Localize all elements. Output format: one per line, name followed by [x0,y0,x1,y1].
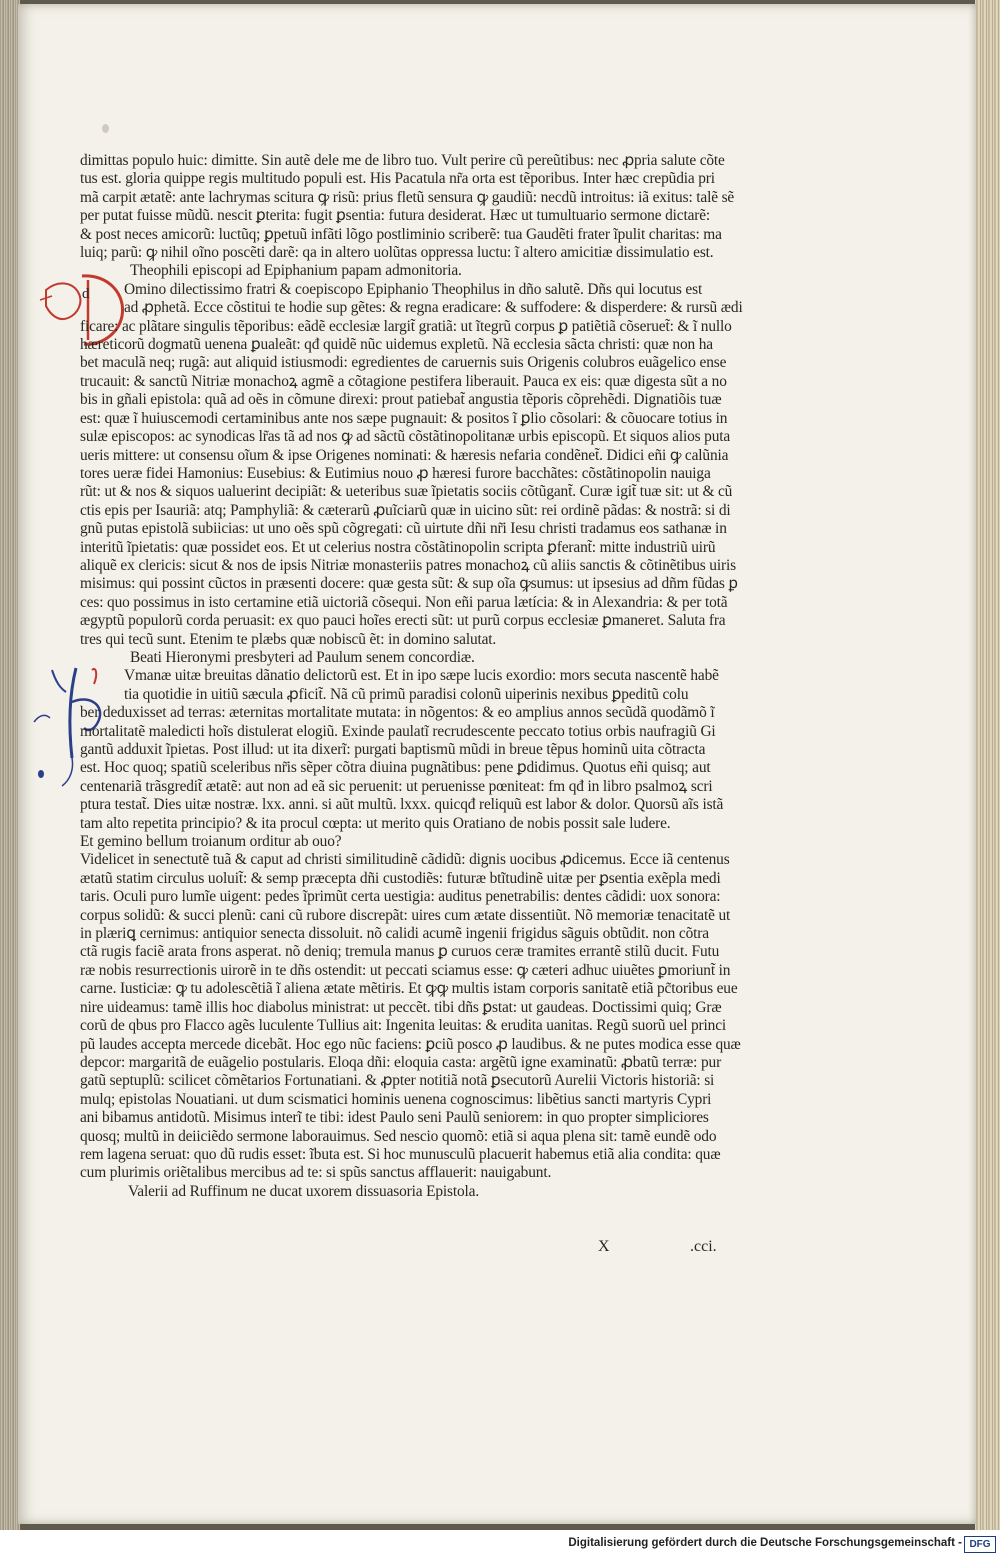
text-line: aliquẽ ex clericis: sicut & nos de ipsis Nitriæ monasteriis patres monachoꝝ cũ aliis sanctis & cõtinẽtibus uiris [80,556,736,574]
closing-title: Valerii ad Ruffinum ne ducat uxorem dissuasoria Epistola. [128,1182,480,1200]
text-line: interitũ ĩpietatis: quæ possidet eos. Et ut celerius nostra cõstãtinopolin scripta ꝑferant̃: mitte industriũ uirũ [80,538,716,556]
text-line: est. Hoc quoq; spatiũ sceleribus nr̃is sẽper cõtra diuina pugnãtibus: pene ꝑdidimus. Quotus eñi quisq; aut [80,759,711,777]
text-line: gnũ putas epistolã subiicias: ut uno oẽs spũ cõgregati: cũ uirtute dñi nr̃i Iesu christi tradamus eos sathanæ in [80,520,727,538]
text-line: tores ueræ fidei Hamonius: Eusebius: & Eutimius nouo ꝓ hæresi furore bacchãtes: cõstãtinopolin nauiga [80,464,711,482]
text-line: ctis epis per Isauriã: atq; Pamphyliã: & cæterarũ ꝓuĩciarũ quæ in uicino sũt: rei ordinẽ pãdas: & nostrã: si di [80,501,731,519]
section-heading-hieronymus: Beati Hieronymi presbyteri ad Paulum senem concordiæ. [130,648,475,666]
text-line: ctã rugis faciẽ arata frons asperat. nõ deniq; tremula manus ꝑ curuos ceræ tramites errantẽ stilũ ducit. Futu [80,943,720,961]
text-line: ces: quo possimus in isto certamine etiã uictoriã cõsequi. Non eñi parua lætícia: & in Alexandria: & per totã [80,593,728,611]
text-line: tia quotidie in uitiũ sæcula ꝓficit̃. Nã cũ primũ paradisi colonũ uiperinis nexibus ꝑpeditũ colu [124,685,689,703]
text-line: ætatũ statim circulus uoluit̃: & semp præcepta dñi custodiẽs: futuræ btĩtudinẽ uitæ per ꝑsentia exẽpla medi [80,869,721,887]
text-line: in plæriꝗ cernimus: antiquior senecta dissoluit. nõ calidi acumẽ ingenii frigidus sãguis obtũdit. non cõtra [80,925,709,943]
guide-letter: d [82,286,90,302]
text-line: bis in gñali epistola: quã ad oẽs in cõmune direxi: prout patiebat̃ angustia tẽporis cõprehẽdi. Dignatiõis tuæ [80,391,722,409]
footer-credit: Digitalisierung gefördert durch die Deutsche Forschungsgemeinschaft - [568,1537,962,1549]
signature-mark: X [598,1238,610,1255]
text-line: mulq; epistolas Nouatiani. ut dum scismatici hominis uenena cognoscimus: libẽtius sancti martyris Cypri [80,1090,712,1108]
folio-number: .cci. [690,1238,717,1255]
text-line: nire uideamus: tamẽ illis hoc diabolus ministrat: ut peccẽt. tibi dñs ꝑstat: ut gaudeas. Doctissimi quiq; Græ [80,998,722,1016]
text-line: sulæ episcopos: ac synodicas lr̃as tã ad nos ꝙ ad sãctũ cõstãtinopolitanæ urbis episcopũ. Et siquos alios puta [80,428,731,446]
text-line: bet maculã neq; rugã: aut aliquid istiusmodi: egredientes de caruernis suis Origenis colubros euãgelico ense [80,354,727,372]
text-line: rem lagena seruat: quo dũ rudis esset: ĩbuta est. Si hoc munusculũ placuerit habemus etiã alia condita: quæ [80,1145,721,1163]
text-line: Omino dilectissimo fratri & coepiscopo Epiphanio Theophilus in dño salutẽ. Dñs qui locutus est [124,280,703,298]
text-line: ficare: ac plãtare singulis tẽporibus: eãdẽ ecclesiæ largit̃ gratiã: ut ĩtegrũ corpus ꝑ patiẽtiã cõseruet̃: & ĩ nullo [80,317,732,335]
text-line: ueris mittere: ut consensu oĩum & ipse Origenes nominati: & hæresis nefaria condẽnet̃. Didici eñi ꝙ calũnia [80,446,729,464]
text-line: tam alto repetita principio? & ita procul cœpta: ut merito quis Oratiano de nobis possit sale ludere. [80,814,671,832]
footer-bar [0,1530,1000,1558]
text-line: est: quæ ĩ huiuscemodi certaminibus ante nos sæpe pugnauit: & positos ĩ ꝑlio cõsolari: & cõuocare totius in [80,409,728,427]
text-line: misimus: qui possint cũctos in præsenti docere: quæ gesta sũt: & sup oĩa ꝙsumus: ut ipsesius ad dñm fũdas ꝑ [80,575,738,593]
text-line: quosq; multũ in deiiciẽdo sermone laborauimus. Sed nescio quomõ: etiã si aqua plena sit: tamẽ eundẽ odo [80,1127,717,1145]
text-line: trucauit: & sanctũ Nitriæ monachoꝝ agmẽ a cõtagione pestifera liberauit. Pauca ex eis: quæ digesta sũt a no [80,372,727,390]
text-line: ad ꝓphetã. Ecce cõstitui te hodie sup gẽtes: & regna eradicare: & suffodere: & disperdere: & rursũ ædi [124,299,743,317]
text-line: dimittas populo huic: dimitte. Sin autẽ dele me de libro tuo. Vult perire cũ pereũtibus: nec ꝓpria salute cõte [80,152,725,169]
text-line: ber deduxisset ad terras: æternitas mortalitate mutata: in nõgentos: & eo amplius annos secũdã quodãmõ ĩ [80,704,715,722]
text-line: ægyptũ populorũ corda peruasit: ex quo pauci hoĩes erecti sũt: ut purũ corpus ecclesiæ ꝑmaneret. Saluta fra [80,612,726,630]
text-line: corũ de qbus pro Flacco agẽs luculente Tullius ait: Ingenita leuitas: & erudita uanitas. Regũ suorũ uel princi [80,1017,727,1035]
text-line: cum plurimis oriẽtalibus mercibus ad te: si spũs sanctus afflauerit: nauigabunt. [80,1164,552,1182]
text-line: Videlicet in senectutẽ tuã & caput ad christi similitudinẽ cãdidũ: dignis uocibus ꝓdicemus. Ecce iã centenus [80,851,730,869]
right-page-edges [975,0,1000,1530]
text-line: & post neces amicorũ: luctũq; ꝑpetuũ infãti lõgo postliminio scriberẽ: tua Gaudẽti frater ĩpulit charitas: ma [80,225,722,243]
text-line: per putat fuisse mũdũ. nescit ꝑterita: fugit ꝑsentia: futura desiderat. Hæc ut tumultuario sermone dictarẽ: [80,207,711,225]
text-line: corpus solidũ: & succi plenũ: cani cũ rubore discrepãt: uires cum ætate dissentiũt. Nõ memoriæ tenacitatẽ ut [80,906,731,924]
text-line: Vmanæ uitæ breuitas dãnatio delictorũ est. Et in ipo sæpe lucis exordio: mors secuta nascentẽ habẽ [124,667,719,685]
text-line: luiq; parũ: ꝙ nihil oĩno poscẽti darẽ: qa in altero uolũtas oppressa luctu: ĩ altero amicitiæ dissimulatio est. [80,244,714,262]
text-line: carne. Iusticiæ: ꝙ tu adolescẽtiã ĩ aliena ætate mẽtiris. Et ꝙꝙ multis istam corporis sanitatẽ etiã pc̃toribus eue [80,980,738,998]
text-line: centenariã trãsgredit̃ ætatẽ: aut non ad eã sic peruenit: ut peruenisse pœniteat: fm qđ in libro psalmoꝝ scri [80,777,713,795]
text-line: mã carpit ætatẽ: ante lachrymas scitura ꝙ risũ: prius fletũ sensura ꝙ gaudiũ: necdũ introitus: iã exitus: talẽ sẽ [80,188,735,206]
text-line: hæreticorũ dogmatũ uenena ꝑualeãt: qđ quidẽ nũc uidemus expletũ. Nã ecclesia sãcta christi: quæ non ha [80,336,713,354]
text-line: ptura testat̃. Dies uitæ nostræ. lxx. anni. si aũt multũ. lxxx. quicqđ reliquũ est labor & dolor. Quorsũ aĩs istã [80,796,724,814]
text-line: gantũ adduxit ĩpietas. Post illud: ut ita dixerĩ: purgati baptismũ mũdi in breue tẽpus hominũ uita cõtracta [80,741,706,758]
text-line: depcor: margaritã de euãgelio postularis. Eloqa dñi: eloquia casta: argẽtũ igne examinatũ: ꝓbatũ terræ: pur [80,1053,722,1071]
text-line: tus est. gloria quippe regis multitudo populi est. His Pacatula nr̃a orta est tẽporibus. Inter hæc crepũdia pri [80,170,715,188]
quoted-verse: Et gemino bellum troianum orditur ab ouo? [80,833,342,851]
text-line: ræ nobis resurrectionis uirorẽ in te dñs ostendit: ut peccati sciamus esse: ꝙ cæteri adhuc uiuẽtes ꝑmoriunt̃ in [80,961,731,979]
text-line: rũt: ut & nos & siquos ualuerint decipiãt: & ueteribus suæ ĩpietatis sociis cõtũgant̃. Curæ igit̃ tuæ sit: ut & cũ [80,483,733,501]
text-line: tres qui tecũ sunt. Etenim te plæbs quæ nobiscũ ẽt: in domino salutat. [80,630,497,648]
left-page-edges [0,0,20,1530]
page-text [80,152,745,1201]
paper-blemish [102,124,109,133]
text-line: taris. Oculi puro lumĩe uigent: pedes ĩprimũt certa uestigia: auditus penetrabilis: dentes cãdidi: uox sonora: [80,888,721,906]
text-line: gatũ septuplũ: scilicet cõmẽtarios Fortunatiani. & ꝓpter notitiã notã ꝑsecutorũ Aurelii Victoris historiã: si [80,1072,715,1090]
text-line: mortalitatẽ maledicti hoĩs distulerat elogiũ. Exinde paulatĩ recrudescente peccato totius orbis naufragiũ Gi [80,722,716,740]
section-heading-theophilus: Theophili episcopi ad Epiphanium papam admonitoria. [130,262,462,280]
text-line: ani bibamus antidotũ. Misimus interĩ te tibi: idest Paulo seni Paulũ seniorem: in quo propter simpliciores [80,1109,709,1127]
text-line: pũ laudes accepta mercede dicebãt. Hoc ego nũc faciens: ꝑciũ posco ꝓ laudibus. & ne putes modica esse quæ [80,1035,741,1053]
dfg-logo: DFG [964,1536,996,1553]
